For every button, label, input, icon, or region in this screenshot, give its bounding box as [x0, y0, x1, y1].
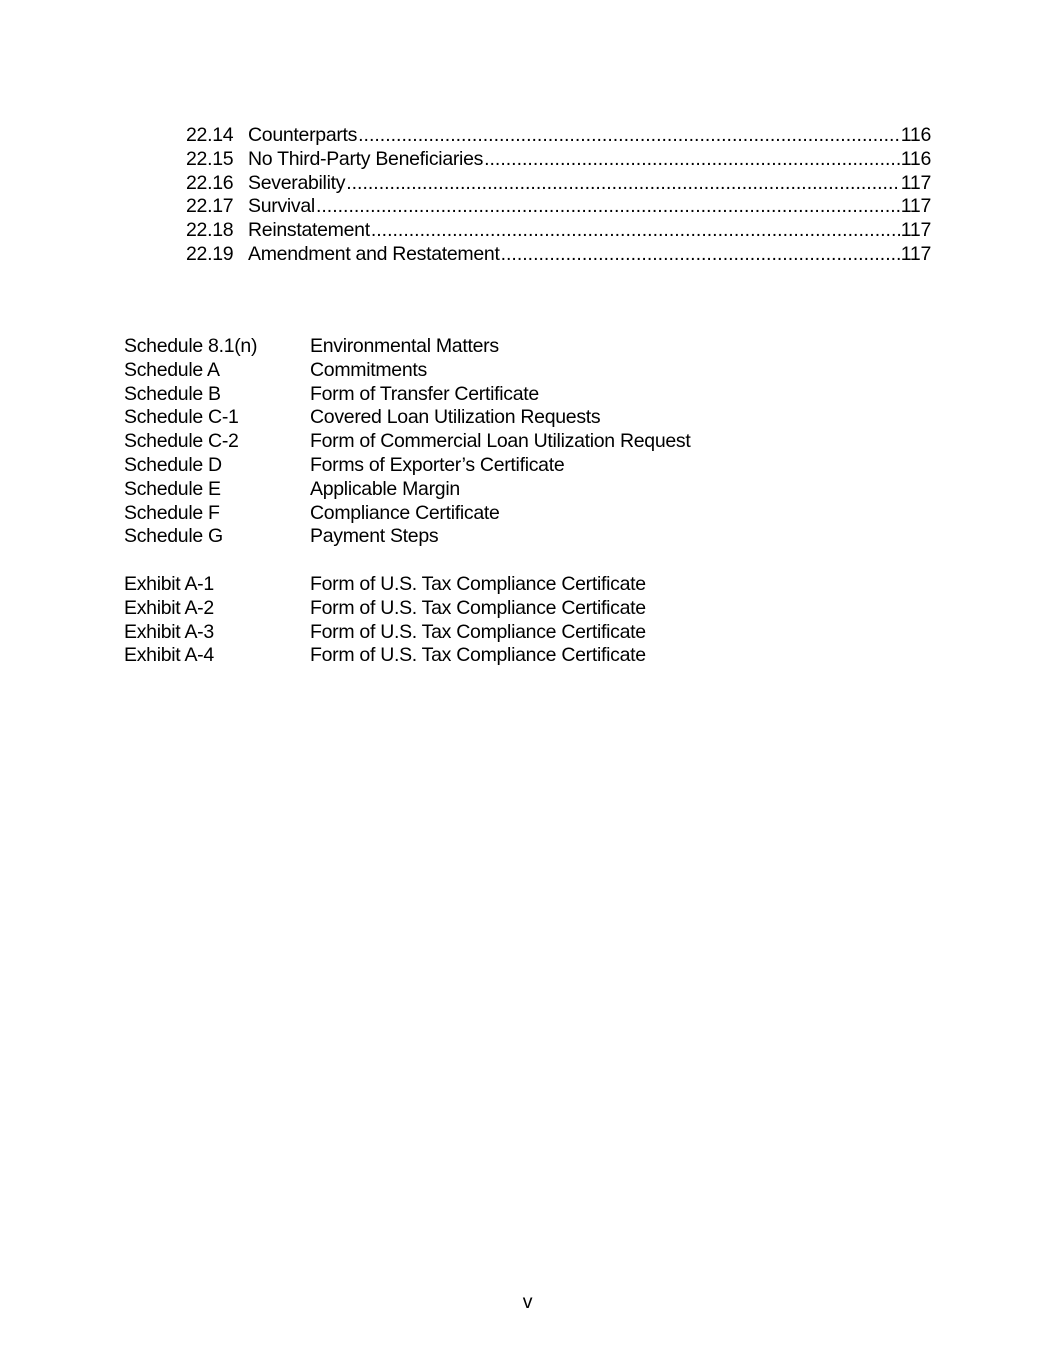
- exhibit-description: Form of U.S. Tax Compliance Certificate: [310, 596, 646, 619]
- schedule-description: Form of Transfer Certificate: [310, 382, 539, 405]
- exhibit-label: Exhibit A-4: [124, 644, 214, 667]
- schedule-label: Schedule A: [124, 358, 220, 381]
- toc-page-number[interactable]: 117: [900, 171, 931, 194]
- schedule-label: Schedule D: [124, 453, 222, 476]
- toc-section-number: 22.16: [186, 171, 234, 194]
- schedule-label: Schedule F: [124, 501, 220, 524]
- toc-page-number[interactable]: 117: [900, 219, 931, 242]
- toc-page-number[interactable]: 117: [900, 195, 931, 218]
- toc-page-number[interactable]: 116: [900, 124, 931, 146]
- schedule-description: Environmental Matters: [310, 335, 499, 357]
- schedule-row: [124, 525, 824, 549]
- exhibit-description: Form of U.S. Tax Compliance Certificate: [310, 644, 646, 667]
- schedules-list: [124, 335, 824, 549]
- schedule-row: [124, 430, 824, 454]
- toc-section-title[interactable]: Amendment and Restatement: [248, 242, 500, 265]
- schedule-description: Compliance Certificate: [310, 501, 500, 524]
- schedule-label: Schedule 8.1(n): [124, 335, 258, 357]
- toc-page-number[interactable]: 117: [900, 242, 931, 265]
- toc-entry[interactable]: [186, 148, 931, 172]
- toc-section-title[interactable]: Reinstatement: [248, 219, 370, 242]
- schedule-description: Covered Loan Utilization Requests: [310, 406, 601, 429]
- schedule-description: Form of Commercial Loan Utilization Request: [310, 430, 691, 453]
- schedule-label: Schedule E: [124, 477, 221, 500]
- toc-entry[interactable]: [186, 172, 931, 196]
- toc-section-title[interactable]: No Third-Party Beneficiaries: [248, 147, 484, 170]
- schedule-description: Payment Steps: [310, 525, 439, 548]
- schedule-row: [124, 335, 824, 359]
- schedule-row: [124, 454, 824, 478]
- exhibit-label: Exhibit A-1: [124, 573, 214, 595]
- toc-page-number[interactable]: 116: [900, 147, 931, 170]
- toc-leader-dots: [371, 219, 900, 243]
- toc-leader-dots: [501, 243, 900, 267]
- toc-entry[interactable]: [186, 243, 931, 267]
- toc-section-number: 22.15: [186, 147, 234, 170]
- toc-leader-dots: [316, 195, 900, 219]
- toc-entry[interactable]: [186, 124, 931, 148]
- schedule-description: Applicable Margin: [310, 477, 460, 500]
- toc-leader-dots: [358, 124, 900, 148]
- exhibit-label: Exhibit A-3: [124, 620, 214, 643]
- toc-section-number: 22.19: [186, 242, 234, 265]
- toc-section-number: 22.17: [186, 195, 234, 218]
- schedule-label: Schedule B: [124, 382, 221, 405]
- schedule-label: Schedule G: [124, 525, 223, 548]
- toc-section-number: 22.18: [186, 219, 234, 242]
- exhibits-list: [124, 573, 824, 668]
- toc-entry[interactable]: [186, 195, 931, 219]
- exhibit-description: Form of U.S. Tax Compliance Certificate: [310, 573, 646, 595]
- toc-section-title[interactable]: Severability: [248, 171, 346, 194]
- toc-section-title[interactable]: Survival: [248, 195, 315, 218]
- schedule-row: [124, 502, 824, 526]
- toc-leader-dots: [484, 148, 900, 172]
- exhibit-row: [124, 573, 824, 597]
- toc-entry[interactable]: [186, 219, 931, 243]
- schedule-description: Forms of Exporter’s Certificate: [310, 453, 565, 476]
- schedule-row: [124, 478, 824, 502]
- schedule-label: Schedule C-2: [124, 430, 239, 453]
- page-number: v: [522, 1291, 533, 1313]
- exhibit-description: Form of U.S. Tax Compliance Certificate: [310, 620, 646, 643]
- schedule-row: [124, 359, 824, 383]
- exhibit-row: [124, 597, 824, 621]
- exhibit-label: Exhibit A-2: [124, 596, 214, 619]
- schedule-description: Commitments: [310, 358, 427, 381]
- toc-leader-dots: [346, 172, 900, 196]
- exhibit-row: [124, 621, 824, 645]
- schedule-row: [124, 406, 824, 430]
- toc-section-title[interactable]: Counterparts: [248, 124, 358, 146]
- toc-section-number: 22.14: [186, 124, 234, 146]
- schedule-row: [124, 383, 824, 407]
- schedule-label: Schedule C-1: [124, 406, 239, 429]
- table-of-contents: [186, 124, 931, 267]
- exhibit-row: [124, 644, 824, 668]
